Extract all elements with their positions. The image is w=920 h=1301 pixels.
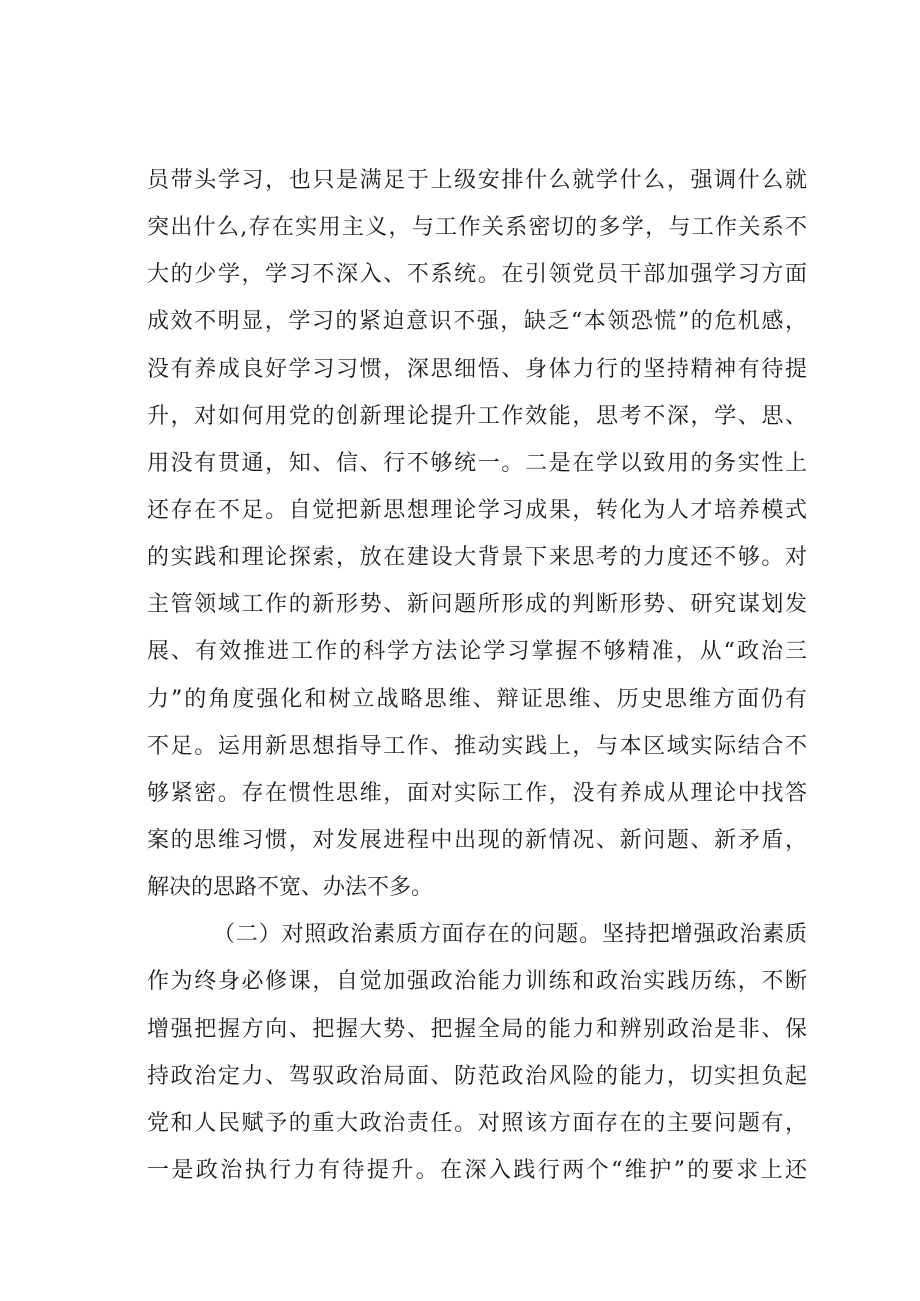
text-line: 不足。运用新思想指导工作、推动实践上，与本区域实际结合不 [147, 733, 807, 759]
text-line: 员带头学习，也只是满足于上级安排什么就学什么，强调什么就 [147, 168, 807, 193]
text-line: 作为终身必修课，自觉加强政治能力训练和政治实践历练，不断 [147, 969, 807, 995]
section-heading-line: （二）对照政治素质方面存在的问题。坚持把增强政治素质 [213, 922, 807, 948]
text-line: 够紧密。存在惯性思维，面对实际工作，没有养成从理论中找答 [147, 780, 807, 806]
text-line: 成效不明显，学习的紧迫意识不强，缺乏“本领恐慌”的危机感， [147, 309, 807, 335]
paragraph-1 [147, 157, 807, 911]
text-line: 大的少学，学习不深入、不系统。在引领党员干部加强学习方面 [147, 262, 807, 288]
text-line: 持政治定力、驾驭政治局面、防范政治风险的能力，切实担负起 [147, 1063, 807, 1089]
text-line: 解决的思路不宽、办法不多。 [147, 875, 434, 901]
text-line: 力”的角度强化和树立战略思维、辩证思维、历史思维方面仍有 [147, 686, 807, 712]
text-line: 党和人民赋予的重大政治责任。对照该方面存在的主要问题有， [147, 1110, 807, 1136]
text-line: 增强把握方向、把握大势、把握全局的能力和辨别政治是非、保 [147, 1016, 807, 1042]
text-line: 还存在不足。自觉把新思想理论学习成果，转化为人才培养模式 [147, 497, 807, 523]
paragraph-2 [147, 911, 807, 1194]
text-line: 用没有贯通，知、信、行不够统一。二是在学以致用的务实性上 [147, 450, 807, 476]
text-line: 的实践和理论探索，放在建设大背景下来思考的力度还不够。对 [147, 545, 807, 571]
text-line: 展、有效推进工作的科学方法论学习掌握不够精准，从“政治三 [147, 639, 807, 665]
text-line: 没有养成良好学习习惯，深思细悟、身体力行的坚持精神有待提 [147, 356, 807, 382]
text-line: 一是政治执行力有待提升。在深入践行两个“维护”的要求上还 [147, 1157, 807, 1183]
text-line: 案的思维习惯，对发展进程中出现的新情况、新问题、新矛盾， [147, 827, 807, 853]
text-line: 突出什么,存在实用主义，与工作关系密切的多学，与工作关系不 [147, 215, 807, 241]
document-body [147, 157, 807, 1194]
text-line: 主管领域工作的新形势、新问题所形成的判断形势、研究谋划发 [147, 592, 807, 618]
text-line: 升，对如何用党的创新理论提升工作效能，思考不深，学、思、 [147, 403, 807, 429]
